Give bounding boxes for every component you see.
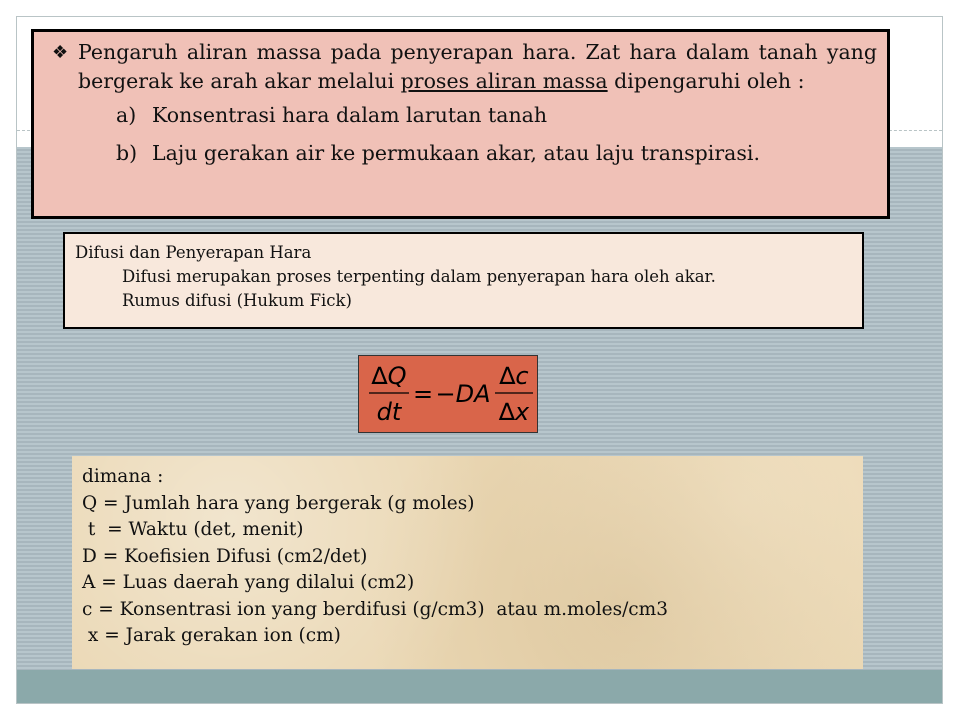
diffusion-title: Difusi dan Penyerapan Hara xyxy=(75,243,312,262)
formula-lhs-denominator: dt xyxy=(376,398,402,426)
formula-coefficient: −DA xyxy=(435,380,491,408)
bottom-bar xyxy=(17,670,942,703)
mass-flow-box xyxy=(31,29,890,219)
definitions-heading: dimana : xyxy=(82,466,164,487)
mass-flow-underlined: proses aliran massa xyxy=(400,69,608,93)
formula-equals: = xyxy=(412,380,434,408)
mass-flow-text: Pengaruh aliran massa pada penyerapan hara. Zat hara dalam tanah yang bergerak ke arah akar melalui proses aliran massa dipengaruhi oleh : xyxy=(78,40,877,93)
definition-line: t = Waktu (det, menit) xyxy=(82,519,304,540)
list-item: a) Konsentrasi hara dalam larutan tanah xyxy=(116,103,548,127)
diffusion-box xyxy=(63,232,864,329)
diamond-bullet-icon: ❖ xyxy=(52,42,69,63)
fick-formula xyxy=(358,355,538,433)
definition-line: c = Konsentrasi ion yang berdifusi (g/cm3) atau m.moles/cm3 xyxy=(82,598,668,620)
diffusion-line: Rumus difusi (Hukum Fick) xyxy=(122,291,352,310)
definition-line: D = Koefisien Difusi (cm2/det) xyxy=(82,545,368,567)
definitions-box xyxy=(72,456,863,669)
formula-rhs-numerator: ∆c xyxy=(499,362,529,390)
formula-graphic xyxy=(359,356,537,432)
formula-lhs-numerator: ∆Q xyxy=(371,362,407,390)
diffusion-line: Difusi merupakan proses terpenting dalam penyerapan hara oleh akar. xyxy=(122,267,716,286)
mass-flow-paragraph xyxy=(52,38,877,96)
definition-line: x = Jarak gerakan ion (cm) xyxy=(82,625,341,646)
definition-line: Q = Jumlah hara yang bergerak (g moles) xyxy=(82,492,475,514)
list-item: b) Laju gerakan air ke permukaan akar, atau laju transpirasi. xyxy=(116,141,760,165)
formula-rhs-denominator: ∆x xyxy=(498,398,530,426)
definition-line: A = Luas daerah yang dilalui (cm2) xyxy=(82,572,415,593)
